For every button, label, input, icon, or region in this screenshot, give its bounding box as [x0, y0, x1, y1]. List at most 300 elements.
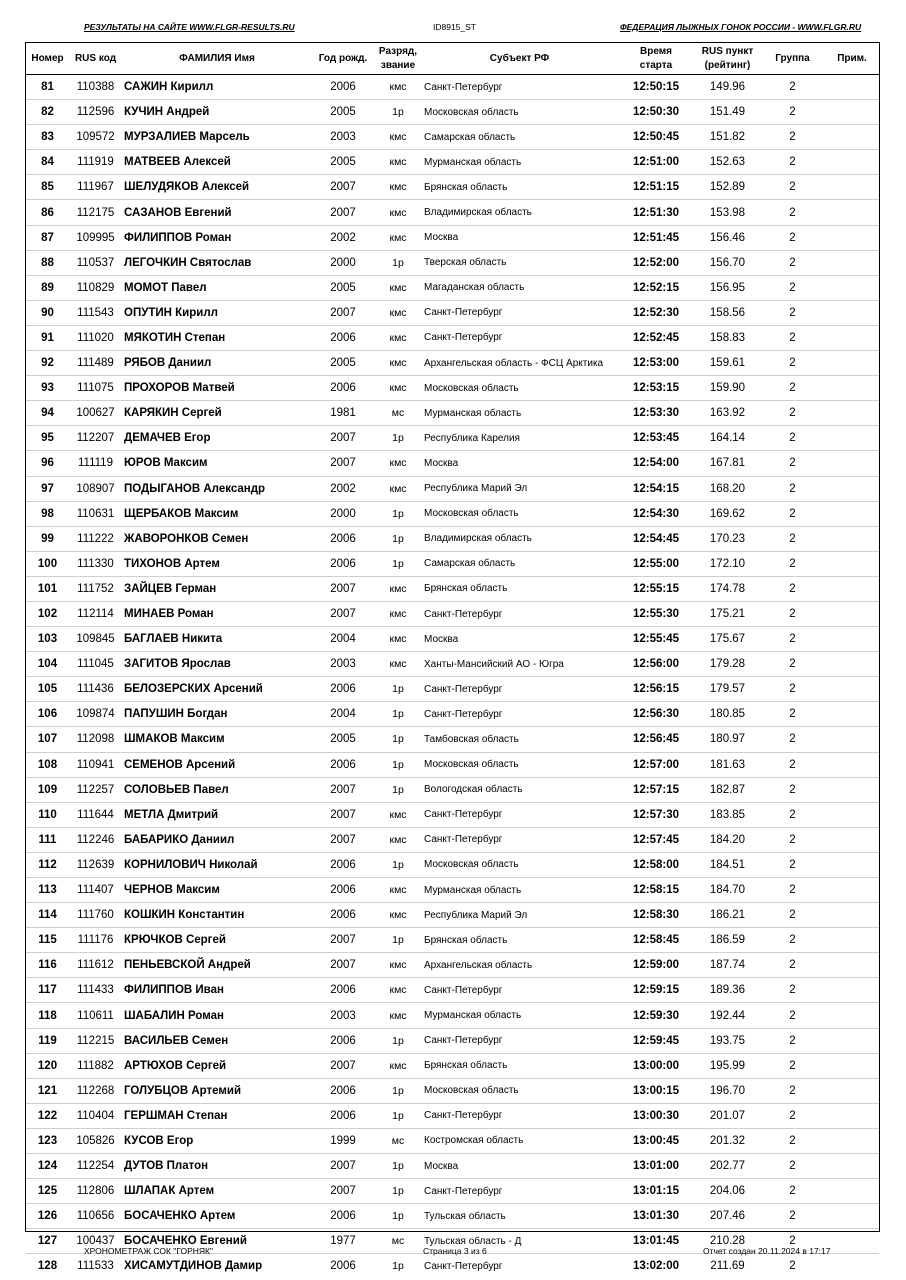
birth-year: 2006: [330, 1109, 356, 1122]
rus-points: 207.46: [709, 1210, 746, 1223]
col-header-note: Прим.: [825, 43, 879, 75]
group: 2: [789, 482, 796, 495]
rank: 1р: [392, 532, 404, 545]
table-row: [26, 275, 879, 300]
group: 2: [789, 858, 796, 871]
birth-year: 2007: [330, 1160, 356, 1173]
start-time: 13:02:00: [632, 1260, 680, 1273]
birth-year: 1981: [330, 407, 356, 420]
start-time: 12:53:00: [632, 357, 680, 370]
birth-year: 2007: [330, 783, 356, 796]
bib-number: 103: [37, 633, 58, 646]
note: [825, 652, 879, 677]
athlete-name: ЛЕГОЧКИН Святослав: [124, 256, 252, 269]
note: [825, 576, 879, 601]
start-time: 13:00:00: [632, 1059, 680, 1072]
region: Московская область: [424, 382, 519, 394]
group: 2: [789, 306, 796, 319]
group: 2: [789, 357, 796, 370]
note: [825, 1078, 879, 1103]
rus-points: 174.78: [709, 582, 746, 595]
rus-code: 110537: [76, 256, 115, 269]
athlete-name: ЗАГИТОВ Ярослав: [124, 658, 231, 671]
region: Москва: [424, 1160, 459, 1172]
athlete-name: МЯКОТИН Степан: [124, 331, 226, 344]
start-time: 12:58:45: [632, 934, 680, 947]
start-time: 12:54:45: [632, 532, 680, 545]
note: [825, 225, 879, 250]
rus-points: 156.46: [709, 231, 746, 244]
start-time: 12:52:15: [632, 281, 680, 294]
start-time: 13:00:15: [632, 1084, 680, 1097]
table-row: [26, 426, 879, 451]
note: [825, 627, 879, 652]
bib-number: 90: [41, 306, 54, 319]
rus-points: 164.14: [709, 432, 746, 445]
group: 2: [789, 457, 796, 470]
bib-number: 108: [37, 758, 58, 771]
table-row: [26, 225, 879, 250]
rank: 1р: [392, 1109, 404, 1122]
birth-year: 2003: [330, 1009, 356, 1022]
bib-number: 123: [37, 1134, 58, 1147]
rus-code: 110611: [77, 1009, 114, 1022]
table-row: [26, 752, 879, 777]
note: [825, 878, 879, 903]
note: [825, 75, 879, 100]
table-row: [26, 1154, 879, 1179]
athlete-name: БАГЛАЕВ Никита: [124, 633, 223, 646]
region: Брянская область: [424, 181, 508, 193]
bib-number: 91: [41, 331, 54, 344]
rus-code: 105826: [76, 1134, 115, 1147]
birth-year: 2005: [330, 106, 356, 119]
birth-year: 2005: [330, 281, 356, 294]
rank: кмс: [389, 206, 407, 219]
start-time: 12:58:00: [632, 858, 680, 871]
note: [825, 928, 879, 953]
birth-year: 2000: [330, 256, 356, 269]
rus-code: 109874: [76, 708, 115, 721]
rus-code: 111222: [77, 532, 114, 545]
birth-year: 2007: [330, 432, 356, 445]
rus-points: 184.70: [709, 884, 746, 897]
rus-code: 112257: [76, 783, 115, 796]
group: 2: [789, 1009, 796, 1022]
table-row: [26, 978, 879, 1003]
athlete-name: БОСАЧЕНКО Евгений: [124, 1235, 247, 1248]
birth-year: 2005: [330, 357, 356, 370]
rus-code: 111752: [77, 582, 114, 595]
region: Архангельская область - ФСЦ Арктика: [424, 357, 604, 369]
table-row: [26, 1103, 879, 1128]
note: [825, 727, 879, 752]
region: Мурманская область: [424, 407, 522, 419]
start-time: 12:59:45: [632, 1034, 680, 1047]
start-time: 12:58:30: [632, 909, 680, 922]
bib-number: 87: [41, 231, 54, 244]
birth-year: 2007: [330, 808, 356, 821]
region: Санкт-Петербург: [424, 81, 503, 93]
athlete-name: ПОДЫГАНОВ Александр: [124, 482, 266, 495]
rus-points: 193.75: [709, 1034, 746, 1047]
note: [825, 1103, 879, 1128]
rus-points: 175.21: [709, 608, 746, 621]
rank: 1р: [392, 1084, 404, 1097]
rus-code: 112254: [76, 1160, 115, 1173]
region: Республика Марий Эл: [424, 483, 528, 495]
bib-number: 93: [41, 382, 54, 395]
athlete-name: СЕМЕНОВ Арсений: [124, 758, 236, 771]
athlete-name: АРТЮХОВ Сергей: [124, 1059, 227, 1072]
rank: кмс: [389, 156, 407, 169]
rus-points: 167.81: [709, 457, 746, 470]
rus-points: 170.23: [709, 532, 746, 545]
table-body: [26, 75, 879, 1279]
table-row: [26, 150, 879, 175]
bib-number: 114: [38, 909, 57, 922]
table-row: [26, 576, 879, 601]
birth-year: 2003: [330, 131, 356, 144]
note: [825, 125, 879, 150]
table-row: [26, 1053, 879, 1078]
table-row: [26, 1128, 879, 1153]
rus-points: 158.56: [709, 306, 746, 319]
athlete-name: ШЕЛУДЯКОВ Алексей: [124, 181, 250, 194]
rus-code: 109995: [76, 231, 115, 244]
start-time: 12:51:30: [632, 206, 680, 219]
athlete-name: ЩЕРБАКОВ Максим: [124, 507, 239, 520]
birth-year: 2006: [330, 884, 356, 897]
athlete-name: ТИХОНОВ Артем: [124, 557, 220, 570]
bib-number: 120: [37, 1059, 58, 1072]
rank: 1р: [392, 432, 404, 445]
bib-number: 107: [37, 733, 58, 746]
note: [825, 903, 879, 928]
results-site-link[interactable]: РЕЗУЛЬТАТЫ НА САЙТЕ WWW.FLGR-RESULTS.RU: [84, 22, 295, 32]
col-header-group: Группа: [760, 43, 825, 75]
group: 2: [789, 507, 796, 520]
group: 2: [789, 156, 796, 169]
rus-code: 112098: [76, 733, 115, 746]
rus-points: 168.20: [709, 482, 746, 495]
athlete-name: ХИСАМУТДИНОВ Дамир: [124, 1260, 263, 1273]
rank: кмс: [389, 382, 407, 395]
birth-year: 2004: [330, 633, 356, 646]
start-time: 12:53:45: [632, 432, 680, 445]
start-time: 12:55:15: [632, 582, 680, 595]
region: Костромская область: [424, 1135, 524, 1147]
rus-points: 156.70: [709, 256, 746, 269]
group: 2: [789, 382, 796, 395]
rus-points: 153.98: [709, 206, 746, 219]
rus-code: 111760: [77, 909, 114, 922]
note: [825, 777, 879, 802]
athlete-name: КОШКИН Константин: [124, 909, 245, 922]
rus-code: 111075: [77, 382, 114, 395]
rus-code: 112268: [76, 1084, 115, 1097]
athlete-name: МОМОТ Павел: [124, 281, 207, 294]
note: [825, 1254, 879, 1279]
start-time: 12:58:15: [632, 884, 680, 897]
athlete-name: МУРЗАЛИЕВ Марсель: [124, 131, 250, 144]
bib-number: 82: [41, 106, 54, 119]
note: [825, 526, 879, 551]
birth-year: 2006: [330, 1034, 356, 1047]
start-time: 12:51:15: [632, 181, 680, 194]
rank: кмс: [389, 884, 407, 897]
table-row: [26, 351, 879, 376]
note: [825, 702, 879, 727]
bib-number: 121: [37, 1084, 58, 1097]
bib-number: 127: [37, 1235, 58, 1248]
bib-number: 115: [38, 934, 57, 947]
table-row: [26, 928, 879, 953]
region: Санкт-Петербург: [424, 1110, 503, 1122]
note: [825, 175, 879, 200]
rus-code: 112175: [76, 206, 115, 219]
note: [825, 200, 879, 225]
start-time: 12:57:45: [632, 833, 680, 846]
birth-year: 2006: [330, 1084, 356, 1097]
rus-code: 110631: [76, 507, 115, 520]
rus-code: 111436: [77, 683, 114, 696]
rank: кмс: [389, 457, 407, 470]
rus-points: 156.95: [709, 281, 746, 294]
rus-code: 112215: [76, 1034, 115, 1047]
group: 2: [789, 407, 796, 420]
bib-number: 105: [37, 683, 58, 696]
athlete-name: ФИЛИППОВ Иван: [124, 984, 224, 997]
note: [825, 1229, 879, 1254]
table-row: [26, 501, 879, 526]
federation-site-link[interactable]: ФЕДЕРАЦИЯ ЛЫЖНЫХ ГОНОК РОССИИ - WWW.FLGR.RU: [620, 22, 862, 32]
athlete-name: ГЕРШМАН Степан: [124, 1109, 228, 1122]
athlete-name: СОЛОВЬЕВ Павел: [124, 783, 229, 796]
bib-number: 101: [37, 582, 58, 595]
region: Брянская область: [424, 1060, 508, 1072]
rus-points: 202.77: [709, 1160, 746, 1173]
athlete-name: БОСАЧЕНКО Артем: [124, 1210, 236, 1223]
rank: 1р: [392, 1210, 404, 1223]
start-time: 12:51:00: [632, 156, 680, 169]
rus-code: 100437: [76, 1235, 115, 1248]
group: 2: [789, 432, 796, 445]
region: Тверская область: [424, 257, 507, 269]
start-time: 12:56:15: [632, 683, 680, 696]
col-header-time-line1: Время: [640, 45, 672, 57]
athlete-name: ФИЛИППОВ Роман: [124, 231, 232, 244]
group: 2: [789, 256, 796, 269]
note: [825, 1128, 879, 1153]
rus-code: 100627: [76, 407, 115, 420]
table-row: [26, 125, 879, 150]
birth-year: 2002: [330, 231, 356, 244]
rus-code: 110404: [76, 1109, 115, 1122]
athlete-name: ПРОХОРОВ Матвей: [124, 382, 235, 395]
start-time: 12:56:00: [632, 658, 680, 671]
region: Самарская область: [424, 558, 516, 570]
group: 2: [789, 131, 796, 144]
rus-points: 175.67: [709, 633, 746, 646]
rus-code: 111543: [77, 306, 114, 319]
note: [825, 426, 879, 451]
table-row: [26, 376, 879, 401]
start-time: 12:54:30: [632, 507, 680, 520]
table-row: [26, 953, 879, 978]
athlete-name: КУЧИН Андрей: [124, 106, 210, 119]
rank: кмс: [389, 633, 407, 646]
rank: мс: [391, 407, 405, 420]
group: 2: [789, 1059, 796, 1072]
table-row: [26, 702, 879, 727]
birth-year: 2006: [330, 909, 356, 922]
bib-number: 88: [41, 256, 54, 269]
start-time: 12:50:45: [632, 131, 680, 144]
region: Брянская область: [424, 583, 508, 595]
start-time: 12:57:30: [632, 808, 680, 821]
table-row: [26, 75, 879, 100]
col-header-number: Номер: [26, 43, 69, 75]
birth-year: 2006: [330, 532, 356, 545]
bib-number: 97: [41, 482, 54, 495]
bib-number: 110: [38, 808, 57, 821]
table-row: [26, 627, 879, 652]
rank: кмс: [389, 658, 407, 671]
region: Республика Марий Эл: [424, 909, 528, 921]
rus-code: 108907: [76, 482, 115, 495]
rank: кмс: [389, 984, 407, 997]
note: [825, 1053, 879, 1078]
table-row: [26, 777, 879, 802]
group: 2: [789, 884, 796, 897]
note: [825, 1204, 879, 1229]
region: Санкт-Петербург: [424, 834, 503, 846]
rank: 1р: [392, 106, 404, 119]
start-time: 12:52:00: [632, 256, 680, 269]
athlete-name: ГОЛУБЦОВ Артемий: [124, 1084, 242, 1097]
table-row: [26, 476, 879, 501]
rus-points: 181.63: [709, 758, 746, 771]
rus-code: 109845: [76, 633, 115, 646]
rank: кмс: [389, 959, 407, 972]
group: 2: [789, 984, 796, 997]
bib-number: 98: [41, 507, 54, 520]
rus-points: 158.83: [709, 331, 746, 344]
rus-points: 186.21: [709, 909, 746, 922]
group: 2: [789, 1185, 796, 1198]
start-time: 12:51:45: [632, 231, 680, 244]
region: Санкт-Петербург: [424, 809, 503, 821]
bib-number: 124: [37, 1160, 58, 1173]
note: [825, 150, 879, 175]
region: Санкт-Петербург: [424, 1035, 503, 1047]
col-header-rank-line2: звание: [380, 59, 416, 71]
rus-points: 151.49: [709, 106, 746, 119]
table-row: [26, 802, 879, 827]
note: [825, 953, 879, 978]
rus-points: 186.59: [709, 934, 746, 947]
start-list-table: [26, 43, 879, 1279]
region: Московская область: [424, 106, 519, 118]
rus-points: 187.74: [709, 959, 746, 972]
bib-number: 116: [38, 959, 57, 972]
group: 2: [789, 1084, 796, 1097]
rank: 1р: [392, 858, 404, 871]
rank: кмс: [389, 281, 407, 294]
group: 2: [789, 708, 796, 721]
athlete-name: ПЕНЬЕВСКОЙ Андрей: [124, 959, 251, 972]
start-time: 13:01:00: [632, 1160, 680, 1173]
rus-points: 169.62: [709, 507, 746, 520]
start-time: 12:55:45: [632, 633, 680, 646]
rank: 1р: [392, 934, 404, 947]
rus-code: 112806: [76, 1185, 115, 1198]
rank: мс: [391, 1235, 405, 1248]
athlete-name: КУСОВ Егор: [124, 1134, 194, 1147]
athlete-name: ПАПУШИН Богдан: [124, 708, 228, 721]
start-time: 12:59:15: [632, 984, 680, 997]
birth-year: 2007: [330, 206, 356, 219]
bib-number: 81: [41, 81, 54, 94]
start-time: 12:54:00: [632, 457, 680, 470]
table-row: [26, 1028, 879, 1053]
birth-year: 2005: [330, 733, 356, 746]
region: Владимирская область: [424, 533, 532, 545]
col-header-rank-line1: Разряд,: [378, 45, 418, 57]
region: Архангельская область: [424, 959, 533, 971]
region: Московская область: [424, 859, 519, 871]
rus-points: 196.70: [709, 1084, 746, 1097]
rus-points: 149.96: [709, 81, 746, 94]
group: 2: [789, 909, 796, 922]
note: [825, 1003, 879, 1028]
start-time: 12:59:00: [632, 959, 680, 972]
note: [825, 300, 879, 325]
birth-year: 2005: [330, 156, 356, 169]
page-number: Страница 3 из 6: [423, 1246, 487, 1256]
bib-number: 83: [41, 131, 54, 144]
region: Самарская область: [424, 131, 516, 143]
group: 2: [789, 833, 796, 846]
table-row: [26, 250, 879, 275]
bib-number: 89: [41, 281, 54, 294]
athlete-name: ДЕМАЧЕВ Егор: [124, 432, 211, 445]
rus-points: 184.51: [709, 858, 746, 871]
birth-year: 2006: [330, 557, 356, 570]
table-row: [26, 300, 879, 325]
rus-points: 211.69: [710, 1260, 745, 1273]
athlete-name: ЖАВОРОНКОВ Семен: [124, 532, 249, 545]
bib-number: 113: [38, 884, 57, 897]
rus-points: 184.20: [709, 833, 746, 846]
rank: кмс: [389, 131, 407, 144]
region: Санкт-Петербург: [424, 984, 503, 996]
group: 2: [789, 1134, 796, 1147]
bib-number: 126: [37, 1210, 58, 1223]
birth-year: 1977: [330, 1235, 356, 1248]
bib-number: 128: [37, 1260, 58, 1273]
bib-number: 118: [38, 1009, 57, 1022]
region: Санкт-Петербург: [424, 683, 503, 695]
rus-points: 183.85: [709, 808, 746, 821]
bib-number: 119: [38, 1034, 57, 1047]
note: [825, 752, 879, 777]
rank: 1р: [392, 683, 404, 696]
athlete-name: ЧЕРНОВ Максим: [124, 884, 220, 897]
athlete-name: САЗАНОВ Евгений: [124, 206, 232, 219]
rus-points: 195.99: [709, 1059, 746, 1072]
